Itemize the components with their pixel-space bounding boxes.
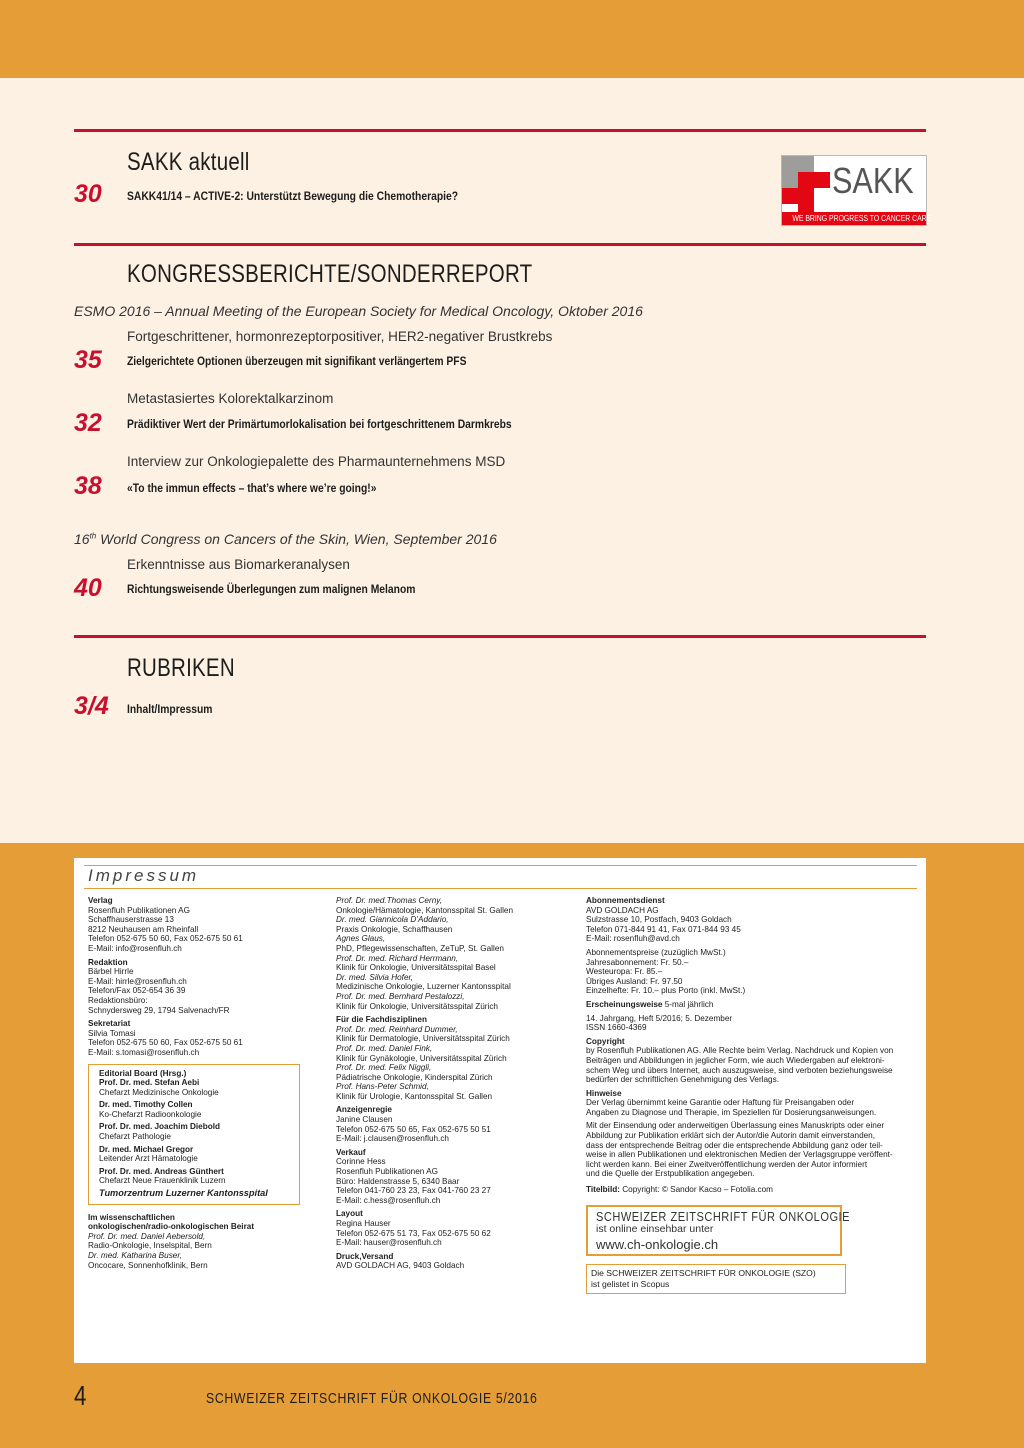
footer-journal-title: SCHWEIZER ZEITSCHRIFT FÜR ONKOLOGIE 5/2016 [206,1390,538,1407]
jahrgang-line: 14. Jahrgang, Heft 5/2016; 5. Dezember [586,1013,733,1023]
beirat-name: Prof. Dr. med. Richard Herrmann, [336,953,459,963]
page-number: 38 [74,472,102,500]
druck-heading: Druck,Versand [336,1251,394,1261]
redaktion-line: Telefon/Fax 052-654 36 39 [88,986,186,996]
section-title-sakk: SAKK aktuell [127,148,250,176]
impressum-rule [84,888,917,889]
editorial-board-heading: Editorial Board (Hrsg.) [99,1068,187,1078]
hinweise-heading: Hinweise [586,1088,622,1098]
preis-line: Westeuropa: Fr. 85.– [586,967,663,977]
beirat-name: Prof. Dr. med.Thomas Cerny, [336,896,443,905]
abo-line: Sulzstrasse 10, Postfach, 9403 Goldach [586,915,732,925]
article-subtitle: Metastasiertes Kolorektalkarzinom [127,391,334,406]
druck-line: AVD GOLDACH AG, 9403 Goldach [336,1261,465,1271]
sakk-logo [781,155,932,226]
verlag-line: 8212 Neuhausen am Rheinfall [88,924,199,934]
fach-name: Prof. Dr. med. Daniel Fink, [336,1043,433,1053]
sekretariat-line: Silvia Tomasi [88,1028,136,1038]
section-rule [74,243,926,246]
board-member-name: Prof. Dr. med. Stefan Aebi [99,1078,200,1088]
anzeigen-heading: Anzeigenregie [336,1105,392,1115]
impressum-column-3 [586,896,921,1294]
einsendung-line: Mit der Einsendung oder anderweitigen Überlassung eines Manuskripts oder einer [586,1121,885,1131]
board-footer: Tumorzentrum Luzerner Kantonsspital [99,1188,268,1199]
sakk-logo-text: SAKK [832,160,914,201]
beirat-name: Dr. med. Katharina Buser, [88,1251,182,1260]
beirat-inst: Onkologie/Hämatologie, Kantonsspital St. Gallen [336,905,514,915]
einsendung-line: licht werden kann. Bei einer Zweitveröffentlichung werden der Autor informiert [586,1159,868,1169]
article-subtitle: Fortgeschrittener, hormonrezeptorpositiver, HER2-negativer Brustkrebs [127,329,553,344]
article-title[interactable]: «To the immun effects – that’s where we’re going!» [127,481,377,495]
preis-line: Einzelhefte: Fr. 10.– plus Porto (inkl. MwSt.) [586,986,746,996]
copyright-line: by Rosenfluh Publikationen AG. Alle Rechte beim Verlag. Nachdruck und Kopien von [586,1046,894,1056]
verlag-line: Schaffhauserstrasse 13 [88,915,174,925]
szo-online-box [586,1205,851,1257]
scopus-line: ist gelistet in Scopus [591,1279,670,1290]
congress-name: World Congress on Cancers of the Skin, Wien, September 2016 [96,531,497,547]
layout-line: Telefon 052-675 51 73, Fax 052-675 50 62 [336,1228,491,1238]
beirat-inst: Medizinische Onkologie, Luzerner Kantonsspital [336,982,511,992]
beirat-name: Dr. med. Giannicola D’Addario, [336,915,449,925]
congress-heading-esmo: ESMO 2016 – Annual Meeting of the European Society for Medical Oncology, Oktober 2016 [74,303,643,319]
layout-heading: Layout [336,1209,363,1219]
copyright-line: bedürfen der schriftlichen Genehmigung des Verlags. [586,1075,779,1085]
verlag-line: Rosenfluh Publikationen AG [88,905,190,915]
redaktion-line: Redaktionsbüro: [88,995,148,1005]
impressum-column-2 [336,896,576,1271]
sekretariat-line: Telefon 052-675 50 60, Fax 052-675 50 61 [88,1038,243,1048]
scopus-line: Die SCHWEIZER ZEITSCHRIFT FÜR ONKOLOGIE (SZO) [591,1268,816,1279]
section-rule [74,129,926,132]
beirat-inst: Oncocare, Sonnenhofklinik, Bern [88,1260,208,1270]
fach-inst: Klinik für Gynäkologie, Universitätsspital Zürich [336,1053,507,1063]
titelbild-credit: Copyright: © Sandor Kacso – Fotolia.com [622,1185,773,1195]
footer-page-number: 4 [74,1380,87,1411]
beirat-name: Prof. Dr. med. Daniel Aebersold, [88,1231,206,1241]
fach-inst: Klinik für Dermatologie, Universitätsspital Zürich [336,1034,510,1044]
board-member-role: Chefarzt Neue Frauenklinik Luzern [99,1176,226,1186]
congress-ordinal: 16 [74,531,90,547]
beirat-name: Prof. Dr. med. Bernhard Pestalozzi, [336,991,465,1001]
page-number: 30 [74,180,102,208]
beirat-inst: Klinik für Onkologie, Universitätsspital Zürich [336,1001,498,1011]
verkauf-line: Rosenfluh Publikationen AG [336,1167,438,1177]
article-title[interactable]: Richtungsweisende Überlegungen zum malignen Melanom [127,582,416,596]
einsendung-line: Abbildung zur Publikation erklärt sich der Autor/die Autorin damit einverstanden, [586,1131,875,1141]
board-member-role: Leitender Arzt Hämatologie [99,1154,198,1164]
page-number: 3/4 [74,692,109,720]
board-member-name: Prof. Dr. med. Andreas Günthert [99,1166,224,1176]
hinweise-line: Der Verlag übernimmt keine Garantie oder Haftung für Preisangaben oder [586,1098,855,1108]
beirat-name: Dr. med. Silvia Hofer, [336,972,414,982]
article-title[interactable]: Prädiktiver Wert der Primärtumorlokalisation bei fortgeschrittenem Darmkrebs [127,417,512,431]
article-subtitle: Erkenntnisse aus Biomarkeranalysen [127,557,350,572]
beirat-inst: Praxis Onkologie, Schaffhausen [336,924,453,934]
copyright-line: Beiträgen und Abbildungen in jeglicher Form, wie auch Wiedergaben auf elektroni- [586,1055,885,1065]
board-member-role: Chefarzt Medizinische Onkologie [99,1087,219,1097]
issn-line: ISSN 1660-4369 [586,1023,647,1033]
einsendung-line: weise in allen Publikationen und elektronischen Medien der Verlagsgruppe veröffent- [586,1150,893,1160]
section-title-rubriken: RUBRIKEN [127,654,235,682]
verkauf-heading: Verkauf [336,1147,366,1157]
verlag-heading: Verlag [88,896,113,905]
beirat-name: Agnes Glaus, [336,934,386,944]
abo-heading: Abonnementsdienst [586,896,665,905]
layout-line: E-Mail: hauser@rosenfluh.ch [336,1238,442,1248]
board-member-role: Ko-Chefarzt Radioonkologie [99,1109,202,1119]
einsendung-line: dass der entsprechende Beitrag oder die entsprechende Abbildung ganz oder teil- [586,1140,883,1150]
beirat-inst: Radio-Onkologie, Inselspital, Bern [88,1241,212,1251]
szo-title: SCHWEIZER ZEITSCHRIFT FÜR ONKOLOGIE [596,1208,851,1224]
szo-subtitle: ist online einsehbar unter [596,1223,714,1236]
board-member-name: Dr. med. Michael Gregor [99,1144,194,1154]
board-member-name: Dr. med. Timothy Collen [99,1100,193,1110]
erscheinungsweise-value: 5-mal jährlich [664,999,714,1009]
congress-heading-skin [74,531,497,547]
szo-url-link[interactable]: www.ch-onkologie.ch [596,1236,719,1252]
erscheinungsweise-heading: Erscheinungsweise [586,999,663,1009]
copyright-heading: Copyright [586,1036,625,1046]
preis-line: Jahresabonnement: Fr. 50.– [586,957,689,967]
einsendung-line: und die Quelle der Erstpublikation angegeben. [586,1169,755,1179]
beirat-heading: Im wissenschaftlichen [88,1212,175,1222]
beirat-inst: PhD, Pflegewissenschaften, ZeTuP, St. Gallen [336,943,504,953]
abo-line: AVD GOLDACH AG [586,905,659,915]
fach-heading: Für die Fachdisziplinen [336,1015,427,1025]
beirat-heading: onkologischen/radio-onkologischen Beirat [88,1222,255,1232]
verkauf-line: Corinne Hess [336,1157,386,1167]
article-subtitle: Interview zur Onkologiepalette des Pharmaunternehmens MSD [127,454,506,469]
copyright-line: schem Weg und übers Internet, auch auszugsweise, sind verboten beziehungsweise [586,1065,893,1075]
congress-ordinal-suffix: th [89,531,97,541]
impressum-column-1 [88,896,328,1270]
titelbild-heading: Titelbild: [586,1185,620,1195]
fach-name: Prof. Dr. med. Felix Niggli, [336,1063,432,1073]
hinweise-line: Angaben zu Diagnose und Therapie, im Speziellen für Dosierungsanweisungen. [586,1107,877,1117]
fach-inst: Pädiatrische Onkologie, Kinderspital Zürich [336,1072,493,1082]
redaktion-line: Bärbel Hirrle [88,967,134,977]
sakk-logo-tagline-bar [782,212,932,225]
sekretariat-line: E-Mail: s.tomasi@rosenfluh.ch [88,1047,200,1057]
article-title[interactable]: Zielgerichtete Optionen überzeugen mit signifikant verlängertem PFS [127,354,467,368]
sakk-logo-tagline: WE BRING PROGRESS TO CANCER CARE [792,214,932,223]
abo-line: E-Mail: rosenfluh@avd.ch [586,934,680,944]
verkauf-line: Büro: Haldenstrasse 5, 6340 Baar [336,1176,460,1186]
verkauf-line: E-Mail: c.hess@rosenfluh.ch [336,1195,441,1205]
fach-name: Prof. Dr. med. Reinhard Dummer, [336,1024,458,1034]
beirat-inst: Klinik für Onkologie, Universitätsspital Basel [336,963,496,973]
preis-line: Übriges Ausland: Fr. 97.50 [586,976,683,986]
top-color-band [0,0,1024,78]
verkauf-line: Telefon 041-760 23 23, Fax 041-760 23 27 [336,1186,491,1196]
redaktion-line: E-Mail: hirrle@rosenfluh.ch [88,976,187,986]
article-title[interactable]: SAKK41/14 – ACTIVE-2: Unterstützt Bewegung die Chemotherapie? [127,189,459,203]
article-title[interactable]: Inhalt/Impressum [127,702,213,716]
page-number: 35 [74,346,102,374]
impressum-rule [84,865,917,866]
fach-inst: Klinik für Urologie, Kantonsspital St. Gallen [336,1091,493,1101]
page-number: 32 [74,409,102,437]
verlag-line: E-Mail: info@rosenfluh.ch [88,943,182,953]
section-title-kongress: KONGRESSBERICHTE/SONDERREPORT [127,260,533,288]
editorial-board-box [88,1064,300,1205]
page-number: 40 [74,574,102,602]
layout-line: Regina Hauser [336,1219,391,1228]
preis-line: Abonnementspreise (zuzüglich MwSt.) [586,947,726,957]
anzeigen-line: Janine Clausen [336,1115,393,1125]
board-member-role: Chefarzt Pathologie [99,1132,171,1142]
verlag-line: Telefon 052-675 50 60, Fax 052-675 50 61 [88,934,243,944]
redaktion-heading: Redaktion [88,957,128,967]
impressum-panel [74,858,926,1363]
abo-line: Telefon 071-844 91 41, Fax 071-844 93 45 [586,924,741,934]
board-member-name: Prof. Dr. med. Joachim Diebold [99,1122,221,1132]
anzeigen-line: Telefon 052-675 50 65, Fax 052-675 50 51 [336,1124,491,1134]
anzeigen-line: E-Mail: j.clausen@rosenfluh.ch [336,1134,449,1144]
redaktion-line: Schnydersweg 29, 1794 Salvenach/FR [88,1005,230,1015]
impressum-heading: Impressum [88,866,200,885]
sekretariat-heading: Sekretariat [88,1019,131,1029]
section-rule [74,635,926,638]
scopus-box [586,1264,846,1294]
fach-name: Prof. Hans-Peter Schmid, [336,1082,429,1092]
